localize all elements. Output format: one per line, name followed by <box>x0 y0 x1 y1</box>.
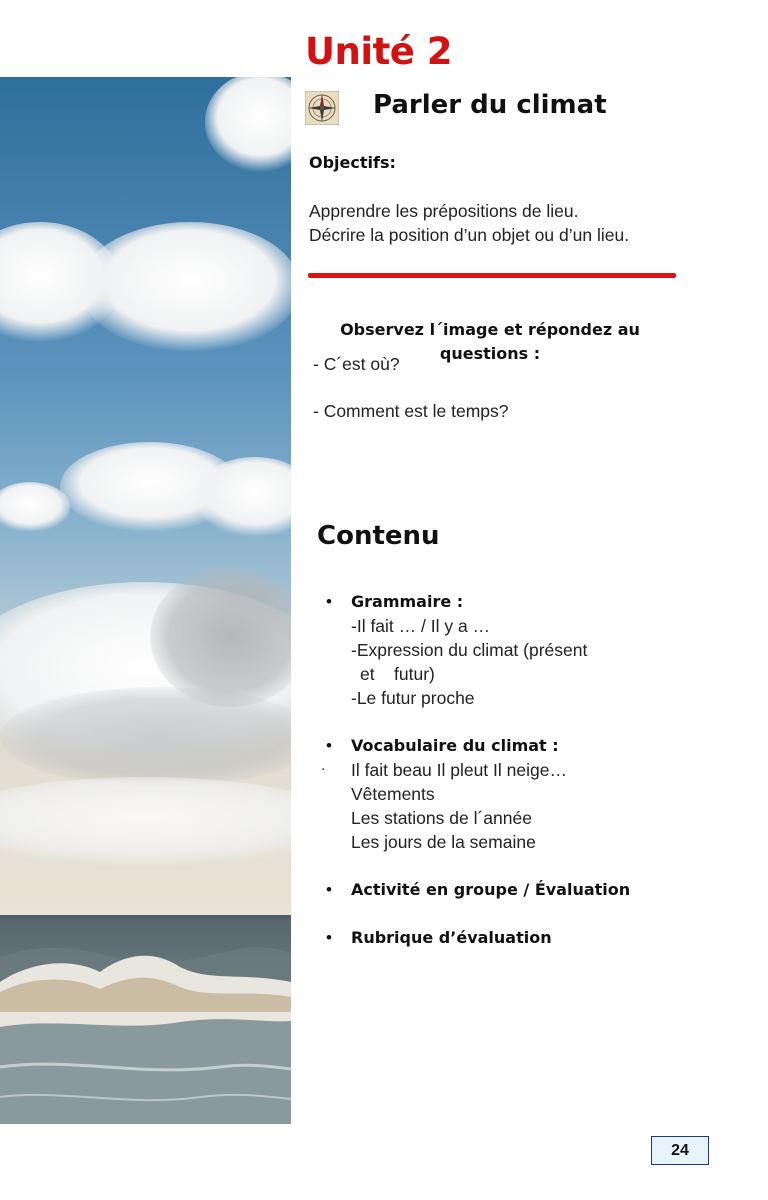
vocabulary-line: Il fait beau Il pleut Il neige… <box>351 760 567 780</box>
vocabulary-line: Les stations de l´année <box>351 808 532 828</box>
bullet: • <box>326 880 332 899</box>
bullet: • <box>326 928 332 947</box>
list-item-rubric <box>326 926 656 950</box>
section-title: Parler du climat <box>373 90 607 120</box>
list-item-vocabulary <box>326 734 656 854</box>
compass-rose-icon <box>305 91 339 125</box>
observe-instruction: Observez l´image et répondez au questions : <box>340 320 640 363</box>
stray-dot: · <box>321 762 326 778</box>
red-divider <box>308 273 676 278</box>
question-item: - C´est où? <box>313 354 400 374</box>
list-item-activity <box>326 878 656 902</box>
vocabulary-line: Les jours de la semaine <box>351 832 536 852</box>
unit-title: Unité 2 <box>305 30 452 73</box>
objective-line: Décrire la position d’un objet ou d’un lieu. <box>309 225 630 245</box>
question-item: - Comment est le temps? <box>313 401 509 421</box>
objectives-text <box>309 199 629 247</box>
rubric-title: Rubrique d’évaluation <box>351 928 552 947</box>
activity-title: Activité en groupe / Évaluation <box>351 880 631 899</box>
grammar-title: Grammaire : <box>351 592 464 611</box>
vocabulary-line: Vêtements <box>351 784 435 804</box>
vocabulary-title: Vocabulaire du climat : <box>351 736 559 755</box>
objectives-label: Objectifs: <box>309 153 396 172</box>
content-heading: Contenu <box>317 521 440 551</box>
grammar-line: -Expression du climat (présent <box>351 640 588 660</box>
list-item-grammar <box>326 590 656 710</box>
bullet: • <box>326 592 332 611</box>
page-number: 24 <box>651 1136 709 1165</box>
content-list <box>326 590 656 950</box>
grammar-line: -Le futur proche <box>351 688 475 708</box>
sky-sea-photo <box>0 77 291 1124</box>
grammar-line: et futur) <box>360 664 435 684</box>
grammar-line: -Il fait … / Il y a … <box>351 616 491 636</box>
bullet: • <box>326 736 332 755</box>
objective-line: Apprendre les prépositions de lieu. <box>309 201 579 221</box>
